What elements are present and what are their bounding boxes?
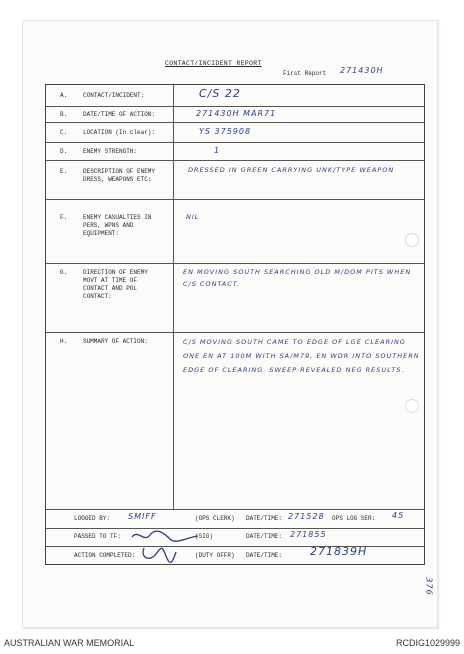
row-e-label: DESCRIPTION OF ENEMY DRESS, WEAPONS ETC:	[83, 168, 156, 183]
dt1-label: DATE/TIME:	[246, 515, 283, 522]
dt1-value: 271528	[288, 512, 325, 521]
ops-clerk-label: (OPS CLERK)	[195, 515, 235, 522]
dt2-label: DATE/TIME:	[246, 533, 283, 540]
row-g-value: EN MOVING SOUTH SEARCHING OLD M/DOM PITS WHEN C/S CONTACT.	[183, 268, 412, 288]
row-b-value: 271430H MAR71	[196, 109, 277, 118]
passed-label: PASSED TO TF:	[74, 533, 121, 540]
margin-note: 376	[424, 577, 434, 596]
row-g-letter: G.	[60, 269, 68, 276]
first-report-value: 271430H	[340, 66, 384, 75]
dt3-value: 271839H	[310, 545, 368, 558]
report-title: CONTACT/INCIDENT REPORT	[165, 60, 262, 67]
archive-source: AUSTRALIAN WAR MEMORIAL	[4, 638, 135, 648]
row-a-letter: A.	[60, 92, 68, 99]
dt3-label: DATE/TIME:	[246, 552, 283, 559]
row-c-letter: C.	[60, 129, 68, 136]
archive-id: RCDIG1029999	[395, 638, 460, 648]
row-e-letter: E.	[60, 168, 68, 175]
ops-log-value: 45	[392, 511, 405, 520]
ops-log-label: OPS LOG SER:	[332, 515, 376, 522]
row-f-value: NIL	[186, 213, 200, 221]
first-report-label: First Report	[283, 70, 327, 77]
row-a-value: C/S 22	[199, 87, 241, 100]
row-a-label: CONTACT/INCIDENT:	[83, 92, 145, 99]
sig-label: (SIG)	[195, 533, 214, 540]
row-d-label: ENEMY STRENGTH:	[83, 148, 138, 155]
row-f-letter: F.	[60, 214, 68, 221]
dt2-value: 271855	[290, 530, 327, 539]
row-f-label: ENEMY CASUALTIES IN PERS, WPNS AND EQUIPMENT:	[83, 214, 152, 237]
archive-footer	[0, 632, 464, 654]
row-g-label: DIRECTION OF ENEMY MOVT AT TIME OF CONTACT AND POL CONTACT:	[83, 269, 148, 300]
action-signature	[138, 544, 178, 566]
row-d-value: 1	[214, 146, 221, 155]
row-h-letter: H.	[60, 338, 68, 345]
logged-by-value: SMIFF	[128, 512, 157, 521]
duty-label: (DUTY OFFR)	[195, 552, 235, 559]
row-b-label: DATE/TIME OF ACTION:	[83, 111, 156, 118]
row-c-value: YS 375908	[199, 127, 252, 136]
report-form	[45, 84, 425, 565]
logged-by-label: LOGGED BY:	[74, 515, 111, 522]
row-h-value: C/S MOVING SOUTH CAME TO EDGE OF LGE CLEARING ONE EN AT 100M WITH SA/M79, EN WDR INTO SOUTHERN EDGE OF CLEARING. SWEEP REVEALED NEG RESULTS.	[183, 338, 420, 374]
row-b-letter: B.	[60, 111, 68, 118]
passed-signature	[130, 527, 200, 545]
row-e-value: DRESSED IN GREEN CARRYING UNK/TYPE WEAPON	[188, 166, 395, 174]
row-c-label: LOCATION (In clear):	[83, 129, 156, 136]
row-h-label: SUMMARY OF ACTION:	[83, 338, 148, 345]
row-d-letter: D.	[60, 148, 68, 155]
action-label: ACTION COMPLETED:	[74, 552, 136, 559]
